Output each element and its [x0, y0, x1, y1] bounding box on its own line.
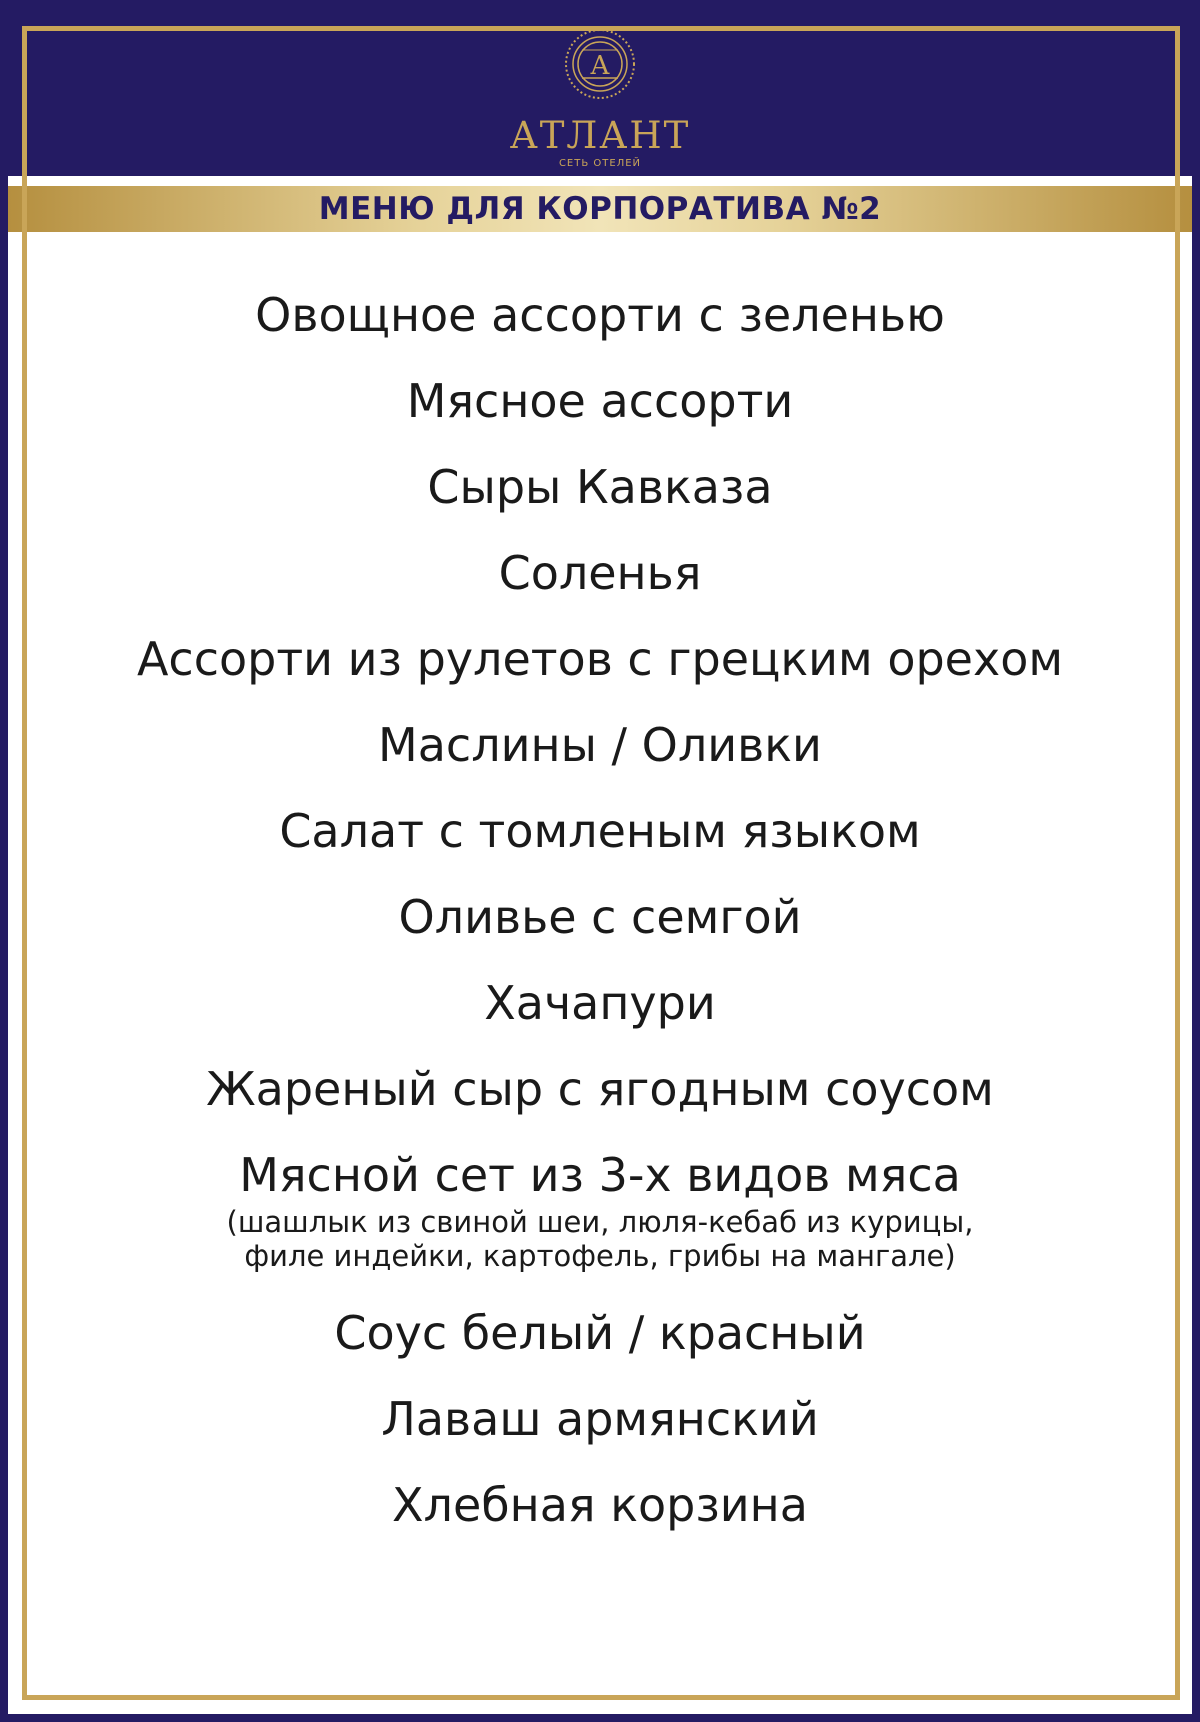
- menu-item: [40, 1475, 1160, 1561]
- menu-item: [40, 1059, 1160, 1145]
- menu-title: МЕНЮ ДЛЯ КОРПОРАТИВА №2: [318, 191, 882, 227]
- menu-item: [40, 285, 1160, 371]
- menu-item: [40, 1145, 1160, 1303]
- menu-item-name: Хлебная корзина: [392, 1478, 808, 1532]
- menu-list: [40, 285, 1160, 1561]
- menu-item: [40, 887, 1160, 973]
- menu-item-name: Хачапури: [484, 976, 716, 1030]
- menu-item-name: Мясной сет из 3-х видов мяса: [239, 1148, 961, 1202]
- menu-item-name: Сыры Кавказа: [427, 460, 773, 514]
- menu-item-name: Овощное ассорти с зеленью: [255, 288, 945, 342]
- menu-item: [40, 629, 1160, 715]
- menu-item-name: Лаваш армянский: [381, 1392, 819, 1446]
- menu-item: [40, 715, 1160, 801]
- menu-item-name: Оливье с семгой: [398, 890, 802, 944]
- menu-item-name: Салат с томленым языком: [279, 804, 921, 858]
- menu-item-name: Соус белый / красный: [334, 1306, 866, 1360]
- menu-item-note: (шашлык из свиной шеи, люля-кебаб из курицы,: [226, 1205, 974, 1239]
- logo-emblem-icon: [564, 28, 636, 100]
- brand-name: АТЛАНТ: [509, 114, 691, 157]
- menu-item: [40, 457, 1160, 543]
- logo-emblem-letter: А: [590, 51, 610, 81]
- menu-item-name: Ассорти из рулетов с грецким орехом: [136, 632, 1064, 686]
- menu-item-name: Маслины / Оливки: [378, 718, 822, 772]
- menu-title-bar: [8, 186, 1192, 232]
- menu-item: [40, 1389, 1160, 1475]
- menu-item: [40, 801, 1160, 887]
- menu-item-name: Жареный сыр с ягодным соусом: [206, 1062, 994, 1116]
- hotel-logo: [470, 28, 730, 173]
- menu-item: [40, 543, 1160, 629]
- menu-item-name: Мясное ассорти: [406, 374, 794, 428]
- menu-item: [40, 1303, 1160, 1389]
- menu-item-note: филе индейки, картофель, грибы на мангале): [244, 1239, 956, 1273]
- menu-item-name: Соленья: [498, 546, 702, 600]
- menu-item: [40, 973, 1160, 1059]
- brand-tagline: СЕТЬ ОТЕЛЕЙ: [558, 158, 642, 169]
- menu-item: [40, 371, 1160, 457]
